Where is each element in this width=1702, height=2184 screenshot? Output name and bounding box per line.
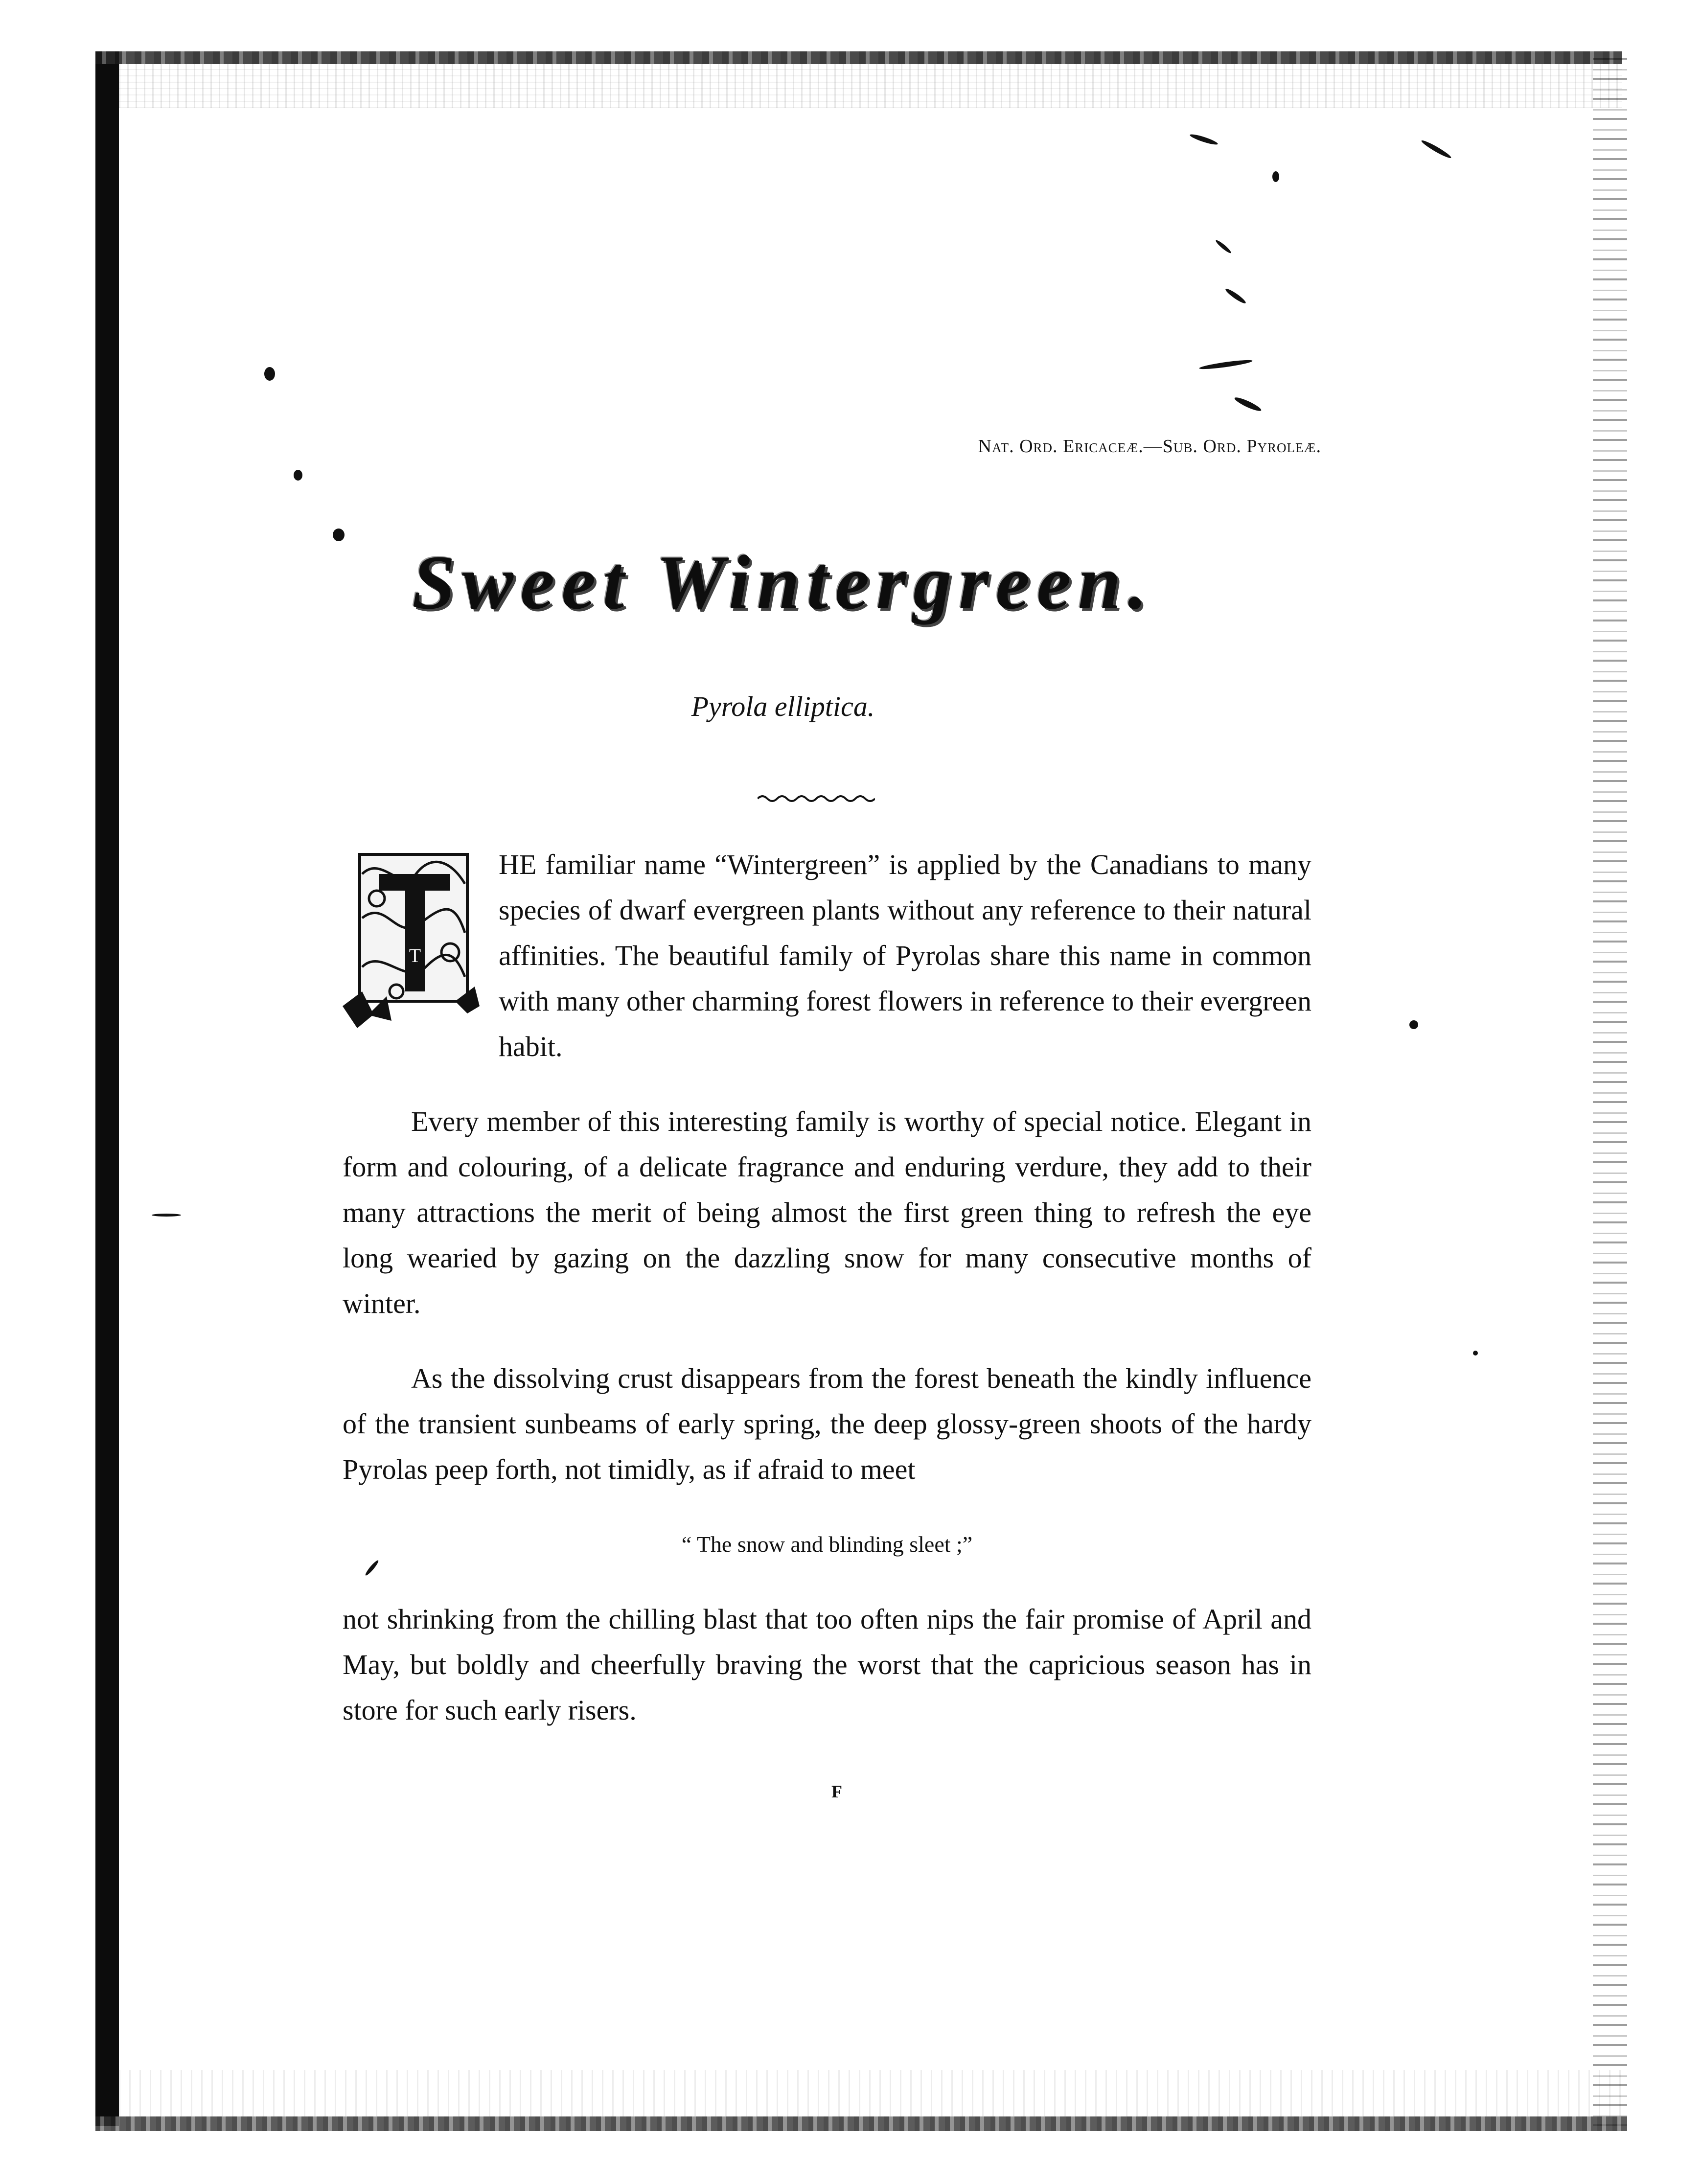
botanical-name: Pyrola elliptica.	[691, 690, 875, 722]
illuminated-initial	[343, 845, 487, 1031]
scan-speck	[1233, 395, 1262, 413]
signature-mark: F	[831, 1782, 842, 1801]
article-body	[343, 842, 1311, 1733]
ornamental-divider	[758, 793, 875, 805]
paragraph-closing: not shrinking from the chilling blast that too often nips the fair promise of April and May, but boldly and cheerfully braving the worst that the capricious season has in store for such early risers.	[343, 1603, 1311, 1726]
paragraph-body: As the dissolving crust disappears from the forest beneath the kindly influence of the transient sunbeams of early spring, the deep glossy-green shoots of the hardy Pyrolas peep forth, not timidly, as if afraid to meet	[343, 1362, 1311, 1485]
scan-speck	[1420, 138, 1452, 160]
poetry-quotation: “ The snow and blinding sleet ;”	[681, 1532, 973, 1557]
scan-speck	[264, 367, 275, 381]
scan-speck	[1189, 133, 1219, 146]
scan-speck	[1224, 287, 1247, 305]
paragraph-body: Every member of this interesting family is worthy of special notice. Elegant in form and colouring, of a delicate fragrance and enduring verdure, they add to their many attractions the merit of being almost the first green thing to refresh the eye long wearied by gazing on the dazzling snow for many consecutive months of winter.	[343, 1105, 1311, 1319]
scan-speck	[1199, 358, 1253, 370]
page-border-right	[1593, 51, 1627, 2126]
page-border-top	[95, 51, 1622, 64]
scan-speck	[1215, 239, 1232, 254]
scan-speck	[294, 470, 302, 481]
scan-speck	[1272, 171, 1279, 182]
page-title: Sweet Wintergreen.	[412, 540, 1154, 625]
scan-noise-bottom	[119, 2070, 1622, 2116]
page-border-bottom	[95, 2116, 1627, 2131]
scan-speck	[152, 1214, 181, 1217]
natural-order-line: Nat. Ord. Ericaceæ.—Sub. Ord. Pyroleæ.	[978, 436, 1321, 457]
decorative-initial-icon	[343, 845, 487, 1031]
scan-noise-top	[119, 64, 1622, 108]
page-border-left	[95, 51, 119, 2126]
scan-speck	[1473, 1351, 1478, 1356]
paragraph-intro-text: HE familiar name “Wintergreen” is applied by the Canadians to many species of dwarf evergreen plants without any reference to their natural affinities. The beautiful family of Pyrolas share this name in common with many other charming forest flowers in reference to their evergreen habit.	[499, 849, 1311, 1062]
scan-speck	[1409, 1020, 1418, 1029]
paragraph-intro	[343, 842, 1311, 1069]
svg-text:T: T	[409, 944, 421, 966]
